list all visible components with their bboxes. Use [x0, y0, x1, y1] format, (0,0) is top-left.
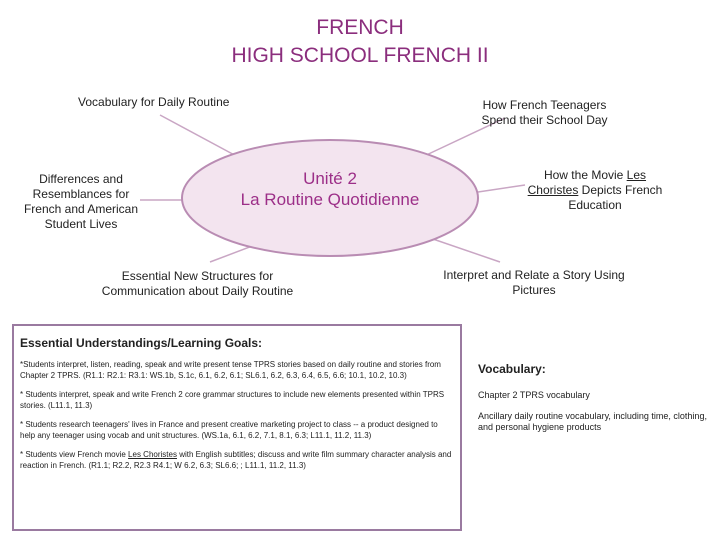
hub-unit: Unité 2: [303, 169, 357, 188]
goal-item: [20, 449, 454, 471]
spoke-bottom-left: [210, 245, 255, 262]
goal-4-suffix: with English subtitles; discuss and write film summary character analysis and reaction in French. (R1.1; R2.2, R2.3 R4.1; W 6.2, 6.3; SL6.6; ; L11.1, 11.2, 11.3): [20, 450, 452, 470]
hub-theme: La Routine Quotidienne: [240, 190, 420, 209]
node-movie-title: Les Choristes: [527, 168, 647, 197]
node-vocabulary-routine: Vocabulary for Daily Routine: [78, 95, 230, 109]
title-line-2: HIGH SCHOOL FRENCH II: [231, 44, 489, 67]
node-teenagers-day: How French Teenagers Spend their School Day: [481, 98, 608, 127]
vocabulary-panel: [478, 362, 713, 433]
goal-item: * Students interpret, speak and write French 2 core grammar structures to include new elements presented within TPRS stories. (L11.1, 11.3): [20, 390, 445, 410]
goal-item: * Students research teenagers' lives in France and present creative marketing project to class -- a product designed to help any teenager using vocab and unit structures. (WS.1a, 6.1, 6.2, 7.1, 8.1, 6.3; L11.1, 11.2, 11.3): [20, 420, 438, 440]
spoke-right: [478, 185, 525, 192]
spoke-top-left: [160, 115, 240, 158]
node-movie-suffix: Depicts French Education: [568, 183, 663, 212]
node-movie: [520, 168, 670, 213]
title-line-1: FRENCH: [316, 16, 404, 39]
goal-4-prefix: * Students view French movie: [20, 450, 129, 459]
node-interpret: Interpret and Relate a Story Using Pictures: [443, 268, 625, 297]
vocabulary-line-2: Ancillary daily routine vocabulary, including time, clothing, and personal hygiene products: [478, 411, 707, 432]
goal-4-movie: Les Choristes: [128, 450, 177, 459]
goal-item: *Students interpret, listen, reading, speak and write present tense TPRS stories based on daily routine and stories from Chapter 2 TPRS. (R1.1: R2.1: R3.1: WS.1b, S.1c, 6.1, 6.2, 6.1; SL6.1, 6.2, 6.3, 6.4, 6.5, 6.6; 10.1, 10.2, 10.3): [20, 360, 441, 380]
hub-title: [180, 168, 480, 210]
node-differences: Differences and Resemblances for French and American Student Lives: [23, 172, 139, 231]
vocabulary-line-1: Chapter 2 TPRS vocabulary: [478, 390, 590, 400]
learning-goals-title: Essential Understandings/Learning Goals:: [20, 336, 263, 350]
node-movie-prefix: How the Movie: [543, 168, 627, 182]
vocabulary-title: Vocabulary:: [478, 362, 546, 376]
spoke-bottom-right: [430, 238, 500, 262]
learning-goals-box: [12, 324, 462, 531]
node-structures: Essential New Structures for Communication about Daily Routine: [101, 269, 294, 298]
